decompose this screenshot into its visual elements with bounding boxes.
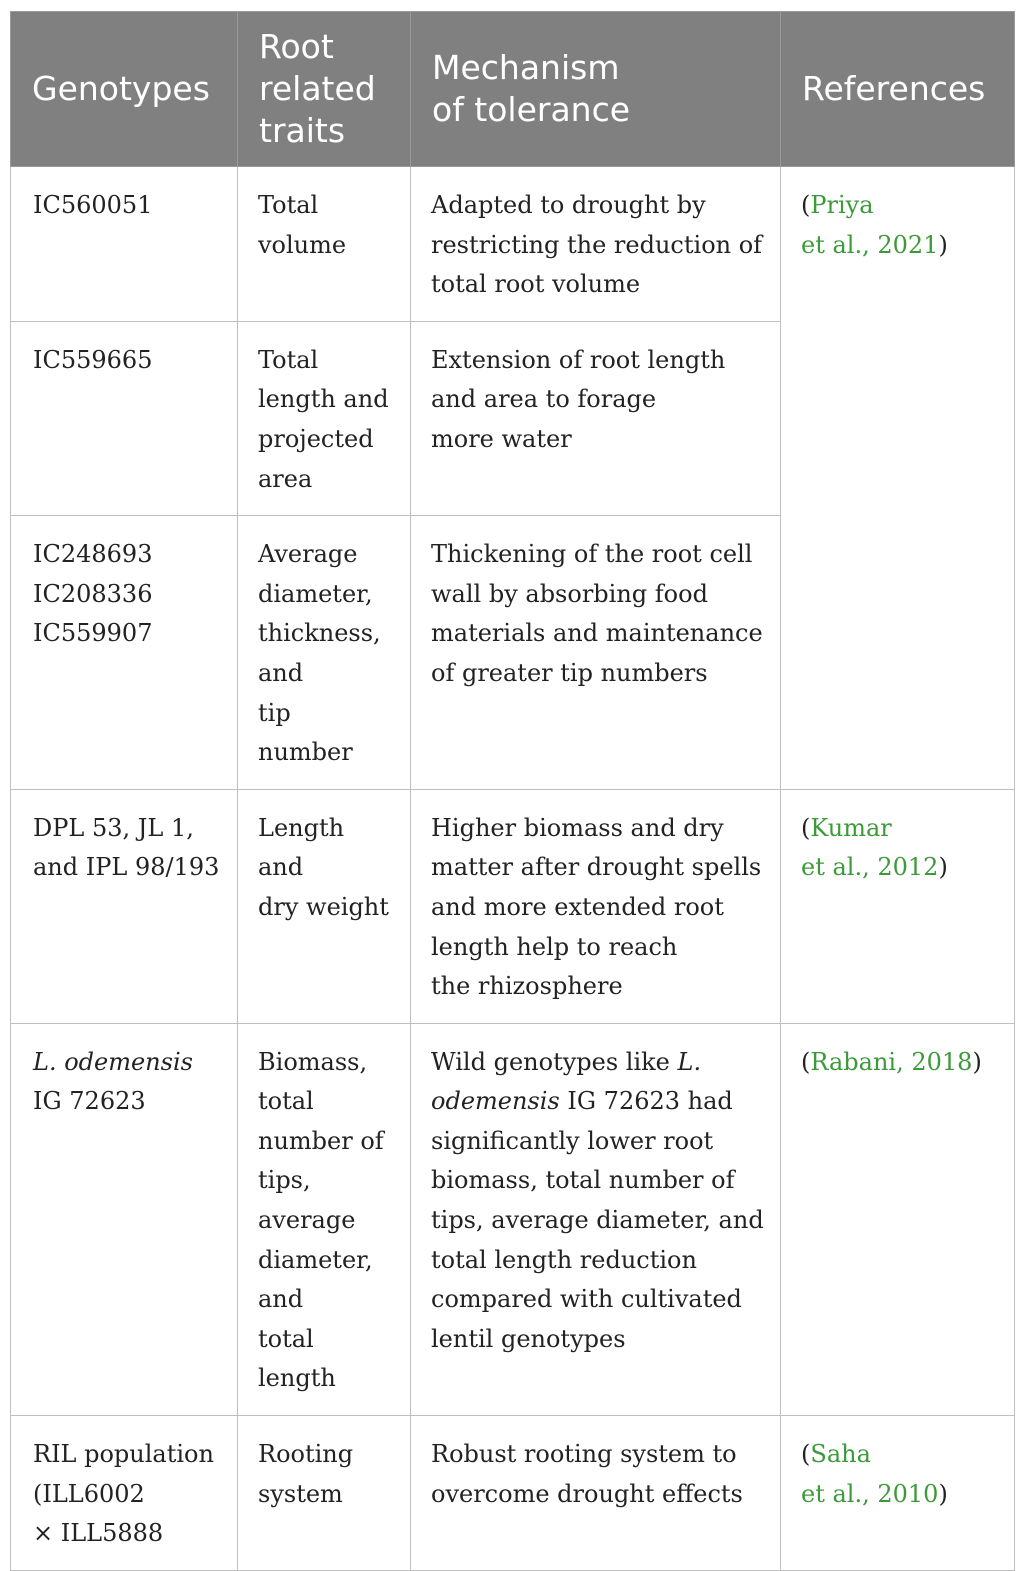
genotypes-cell: RIL population (ILL6002 × ILL5888 — [11, 1416, 238, 1571]
mechanism-cell: Robust rooting system to overcome drought effects — [411, 1416, 781, 1571]
genotypes-cell: L. odemensis IG 72623 — [11, 1023, 238, 1415]
header-row — [11, 12, 1015, 167]
genotypes-cell: DPL 53, JL 1, and IPL 98/193 — [11, 789, 238, 1023]
table-row — [11, 167, 1015, 322]
mechanism-cell: Thickening of the root cell wall by absorbing food materials and maintenance of greater tip numbers — [411, 516, 781, 790]
header-mechanism-of-tolerance: Mechanism of tolerance — [411, 12, 781, 167]
traits-cell: Rooting system — [238, 1416, 411, 1571]
reference-link-kumar[interactable]: Kumar — [810, 813, 892, 842]
mechanism-cell: Wild genotypes like L. odemensis IG 72623 had significantly lower root biomass, total number of tips, average diameter, and total length reduction compared with cultivated lentil genotypes — [411, 1023, 781, 1415]
mechanism-cell: Adapted to drought by restricting the reduction of total root volume — [411, 167, 781, 322]
reference-cell: (Saha et al., 2010) — [781, 1416, 1015, 1571]
mechanism-cell: Higher biomass and dry matter after drought spells and more extended root length help to reach the rhizosphere — [411, 789, 781, 1023]
reference-link-priya[interactable]: Priya — [810, 191, 874, 219]
genotypes-cell: IC248693 IC208336 IC559907 — [11, 516, 238, 790]
table-row — [11, 1023, 1015, 1415]
traits-cell: Total volume — [238, 167, 411, 322]
traits-cell: Length and dry weight — [238, 789, 411, 1023]
reference-link-saha[interactable]: Saha — [810, 1440, 871, 1469]
root-traits-table — [10, 11, 1015, 1571]
reference-link-rabani[interactable]: Rabani, 2018 — [810, 1047, 973, 1076]
reference-link-kumar-year[interactable]: et al., 2012 — [801, 853, 939, 882]
traits-cell: Total length and projected area — [238, 321, 411, 515]
table-row — [11, 1416, 1015, 1571]
table-row — [11, 789, 1015, 1023]
header-references: References — [781, 12, 1015, 167]
header-genotypes: Genotypes — [11, 12, 238, 167]
genotypes-cell: IC560051 — [11, 167, 238, 322]
genotypes-cell: IC559665 — [11, 321, 238, 515]
traits-cell: Average diameter, thickness, and tip number — [238, 516, 411, 790]
mechanism-cell: Extension of root length and area to forage more water — [411, 321, 781, 515]
reference-link-saha-year[interactable]: et al., 2010 — [801, 1479, 939, 1508]
header-root-related-traits: Root related traits — [238, 12, 411, 167]
reference-cell: (Rabani, 2018) — [781, 1023, 1015, 1415]
traits-cell: Biomass, total number of tips, average diameter, and total length — [238, 1023, 411, 1415]
reference-cell: (Kumar et al., 2012) — [781, 789, 1015, 1023]
reference-cell: (Priya et al., 2021) — [781, 167, 1015, 790]
reference-link-priya-year[interactable]: et al., 2021 — [801, 230, 939, 259]
